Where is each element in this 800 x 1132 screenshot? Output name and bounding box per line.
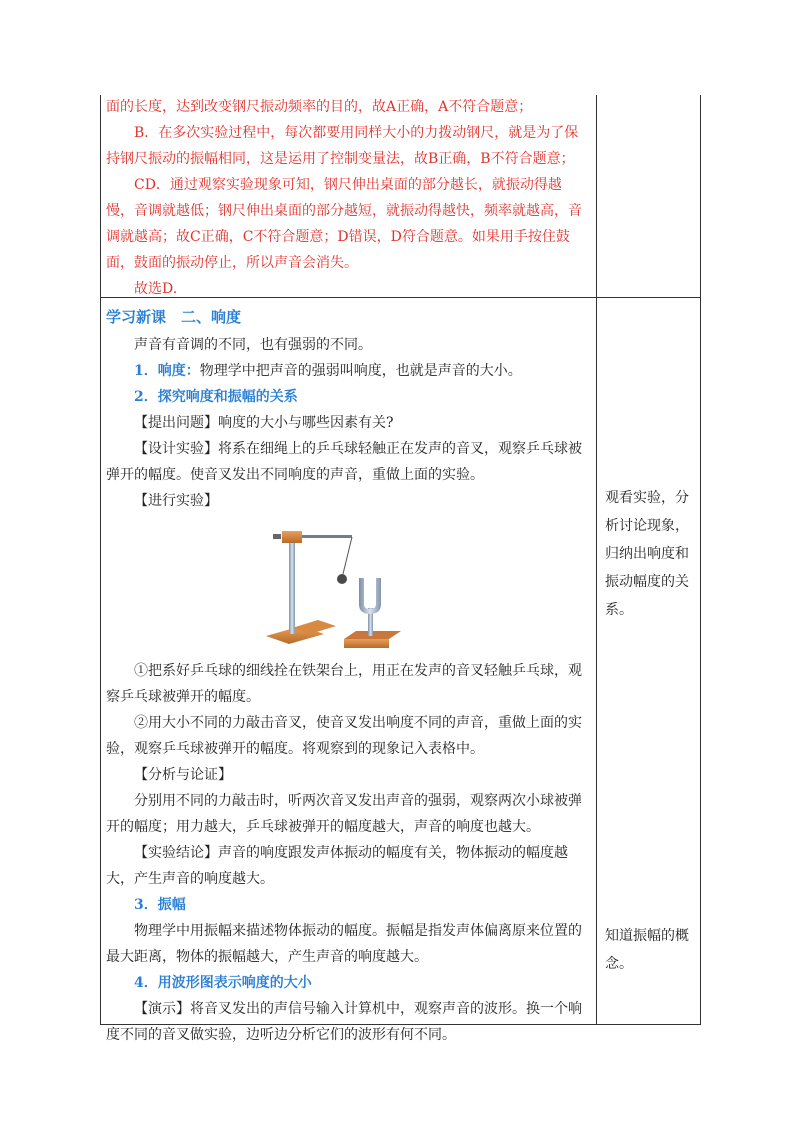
student-activity-note <box>605 484 697 624</box>
step-2-line: 验，观察乒乓球被弹开的幅度。将观察到的现象记入表格中。 <box>106 741 484 757</box>
intro-text: 声音有音调的不同，也有强弱的不同。 <box>134 337 372 353</box>
explanation-line: 面的长度，达到改变钢尺振动频率的目的，故A正确，A不符合题意； <box>106 99 533 115</box>
answer-explanation <box>106 94 592 302</box>
subsection-heading: 2．探究响度和振幅的关系 <box>134 389 298 405</box>
demo-line: 【演示】将音叉发出的声信号输入计算机中，观察声音的波形。换一个响 <box>134 1001 582 1017</box>
conclusion-line: 大，产生声音的响度越大。 <box>106 871 274 887</box>
note-line: 观看实验，分 <box>605 490 689 506</box>
explanation-line: 持钢尺振动的振幅相同，这是运用了控制变量法，故B正确，B不符合题意； <box>106 151 575 167</box>
amplitude-line: 物理学中用振幅来描述物体振动的幅度。振幅是指发声体偏离原来位置的 <box>134 923 582 939</box>
subsection-heading: 4．用波形图表示响度的大小 <box>134 975 312 991</box>
loudness-text: 物理学中把声音的强弱叫响度，也就是声音的大小。 <box>199 363 522 379</box>
amplitude-line: 最大距离，物体的振幅越大，产生声音的响度越大。 <box>106 949 428 965</box>
note-line: 归纳出响度和 <box>605 546 689 562</box>
note-line: 振动幅度的关 <box>605 574 689 590</box>
ping-pong-ball-icon <box>337 537 352 584</box>
table-divider <box>596 95 597 1025</box>
loudness-definition <box>106 358 592 384</box>
design-line: 【设计实验】将系在细绳上的乒乓球轻触正在发声的音叉，观察乒乓球被 <box>134 441 582 457</box>
design-line: 弹开的幅度。使音叉发出不同响度的声音，重做上面的实验。 <box>106 467 484 483</box>
note-line: 析讨论现象， <box>605 518 689 534</box>
procedure-label: 【进行实验】 <box>134 493 218 509</box>
conclusion-line: 【实验结论】声音的响度跟发声体振动的幅度有关，物体振动的幅度越 <box>134 845 568 861</box>
table-left-border <box>100 95 101 1025</box>
note-line: 知道振幅的概 <box>605 928 689 944</box>
experiment-figure <box>106 516 592 654</box>
explanation-line: 面，鼓面的振动停止，所以声音会消失。 <box>106 255 358 271</box>
explanation-line: 故选D. <box>134 281 178 297</box>
step-1-line: ①把系好乒乓球的细线拴在铁架台上，用正在发声的音叉轻触乒乓球，观 <box>134 663 582 679</box>
analysis-line: 分别用不同的力敲击时，听两次音叉发出声音的强弱，观察两次小球被弹 <box>134 793 582 809</box>
loudness-label: 1．响度： <box>134 363 200 379</box>
subsection-heading: 3．振幅 <box>134 897 186 913</box>
lesson-content <box>106 302 592 1048</box>
question-line: 【提出问题】响度的大小与哪些因素有关? <box>134 415 394 431</box>
note-line: 念。 <box>605 956 633 972</box>
note-line: 系。 <box>605 602 633 618</box>
iron-stand-icon <box>266 531 352 644</box>
explanation-line: 调就越高；故C正确，C不符合题意；D错误，D符合题意。如果用手按住鼓 <box>106 229 570 245</box>
explanation-line: B．在多次实验过程中，每次都要用同样大小的力拨动钢尺，就是为了保 <box>134 125 579 141</box>
table-right-border <box>700 95 701 1025</box>
analysis-label: 【分析与论证】 <box>134 767 232 783</box>
section-heading: 学习新课 二、响度 <box>106 308 242 326</box>
explanation-line: 慢，音调就越低；钢尺伸出桌面的部分越短，就振动得越快，频率就越高，音 <box>106 203 582 219</box>
step-2-line: ②用大小不同的力敲击音叉，使音叉发出响度不同的声音，重做上面的实 <box>134 715 582 731</box>
student-goal-note <box>605 922 697 978</box>
tuning-fork-icon <box>344 578 401 648</box>
explanation-line: CD．通过观察实验现象可知，钢尺伸出桌面的部分越长，就振动得越 <box>134 177 562 193</box>
step-1-line: 察乒乓球被弹开的幅度。 <box>106 689 260 705</box>
demo-line: 度不同的音叉做实验，边听边分析它们的波形有何不同。 <box>106 1027 456 1043</box>
experiment-illustration <box>106 516 592 654</box>
analysis-line: 开的幅度；用力越大，乒乓球被弹开的幅度越大，声音的响度也越大。 <box>106 819 540 835</box>
